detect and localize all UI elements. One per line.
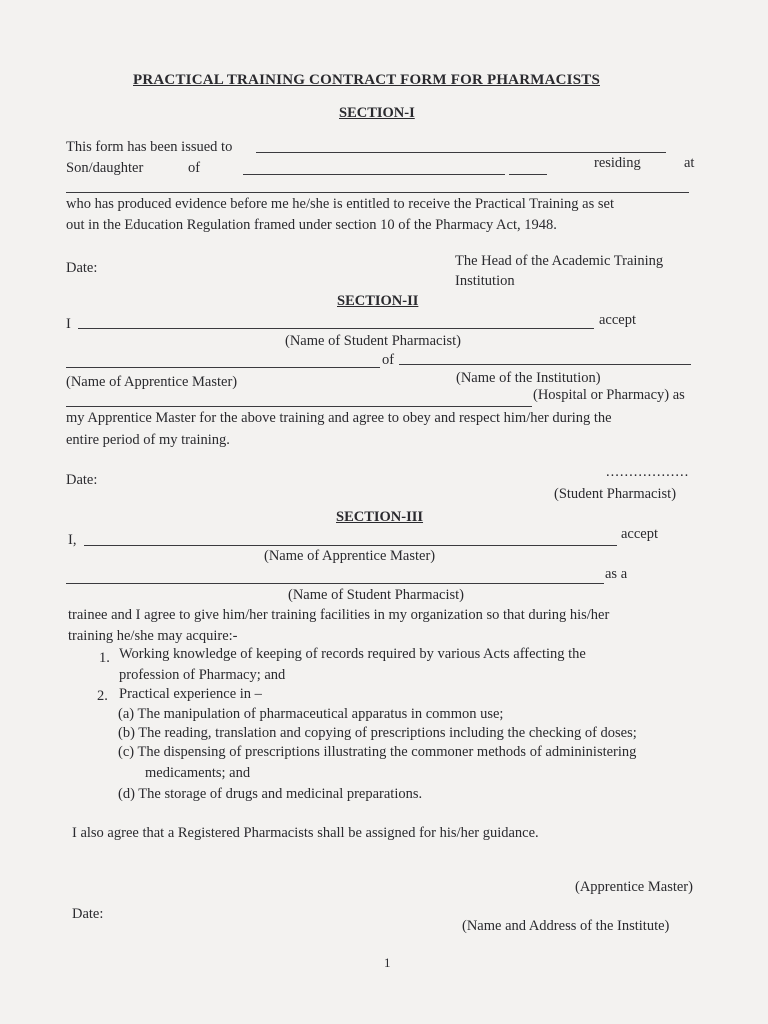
student-signature-dots[interactable]: .................. xyxy=(606,464,690,480)
name-of-master-caption: (Name of Apprentice Master) xyxy=(66,374,238,390)
parent-name-field-2[interactable] xyxy=(509,174,547,175)
section-3-para-line-1: trainee and I agree to give him/her training facilities in my organization so that during his/her xyxy=(68,607,610,623)
name-of-student-caption: (Name of Student Pharmacist) xyxy=(285,333,461,349)
academic-head-line-2: Institution xyxy=(455,273,515,289)
section-1-heading: SECTION-I xyxy=(339,105,415,121)
academic-head-line-1: The Head of the Academic Training xyxy=(455,253,664,269)
section-3-heading: SECTION-III xyxy=(336,509,424,525)
apprentice-master-field[interactable] xyxy=(66,367,380,368)
name-of-institution-caption: (Name of the Institution) xyxy=(456,370,601,386)
section-3-para-line-2: training he/she may acquire:- xyxy=(68,628,238,644)
form-title: PRACTICAL TRAINING CONTRACT FORM FOR PHARMACISTS xyxy=(133,72,600,88)
sub-item-c-line-2: medicaments; and xyxy=(145,765,251,781)
at-label: at xyxy=(684,155,695,171)
institution-field[interactable] xyxy=(399,364,691,365)
section-2-date-label: Date: xyxy=(66,472,98,488)
issued-to-field[interactable] xyxy=(256,152,666,153)
registered-pharmacist-agreement: I also agree that a Registered Pharmacists shall be assigned for his/her guidance. xyxy=(72,825,539,841)
student-pharmacist-caption: (Student Pharmacist) xyxy=(554,486,677,502)
section-3-i-label: I, xyxy=(68,532,77,548)
parent-name-field[interactable] xyxy=(243,174,505,175)
hospital-pharmacy-field[interactable] xyxy=(66,406,532,407)
item-1-line-2: profession of Pharmacy; and xyxy=(119,667,286,683)
item-1-number: 1. xyxy=(99,650,110,666)
sub-item-c-line-1: (c) The dispensing of prescriptions illustrating the commoner methods of admininistering xyxy=(118,744,637,760)
item-2-number: 2. xyxy=(97,688,108,704)
name-of-student-caption-2: (Name of Student Pharmacist) xyxy=(288,587,464,603)
sub-item-b: (b) The reading, translation and copying of prescriptions including the checking of doses; xyxy=(118,725,637,741)
sub-item-d: (d) The storage of drugs and medicinal preparations. xyxy=(118,786,423,802)
son-daughter-label: Son/daughter xyxy=(66,160,144,176)
apprentice-master-name-field[interactable] xyxy=(84,545,617,546)
issued-to-label: This form has been issued to xyxy=(66,139,233,155)
section-2-para-line-2: entire period of my training. xyxy=(66,432,230,448)
item-1-line-1: Working knowledge of keeping of records required by various Acts affecting the xyxy=(119,646,586,662)
section-2-heading: SECTION-II xyxy=(337,293,419,309)
sub-item-a: (a) The manipulation of pharmaceutical apparatus in common use; xyxy=(118,706,504,722)
item-2-text: Practical experience in – xyxy=(119,686,262,702)
section-2-accept-label: accept xyxy=(599,312,637,328)
hospital-pharmacy-caption: (Hospital or Pharmacy) as xyxy=(533,387,685,403)
student-name-field[interactable] xyxy=(78,328,594,329)
section-3-date-label: Date: xyxy=(72,906,104,922)
apprentice-master-caption: (Apprentice Master) xyxy=(575,879,693,895)
name-of-master-caption-2: (Name of Apprentice Master) xyxy=(264,548,436,564)
of-label: of xyxy=(188,160,201,176)
section-1-para-line-1: who has produced evidence before me he/she is entitled to receive the Practical Training as set xyxy=(66,196,614,212)
section-2-of-label: of xyxy=(382,352,395,368)
section-2-i-label: I xyxy=(66,316,71,332)
address-field[interactable] xyxy=(66,192,689,193)
student-pharmacist-name-field[interactable] xyxy=(66,583,604,584)
section-2-para-line-1: my Apprentice Master for the above training and agree to obey and respect him/her during the xyxy=(66,410,612,426)
institute-name-address-caption: (Name and Address of the Institute) xyxy=(462,918,670,934)
section-1-date-label: Date: xyxy=(66,260,98,276)
page-number: 1 xyxy=(384,955,391,970)
section-3-accept-label: accept xyxy=(621,526,659,542)
residing-label: residing xyxy=(594,155,641,171)
section-1-para-line-2: out in the Education Regulation framed under section 10 of the Pharmacy Act, 1948. xyxy=(66,217,557,233)
as-a-label: as a xyxy=(605,566,628,582)
